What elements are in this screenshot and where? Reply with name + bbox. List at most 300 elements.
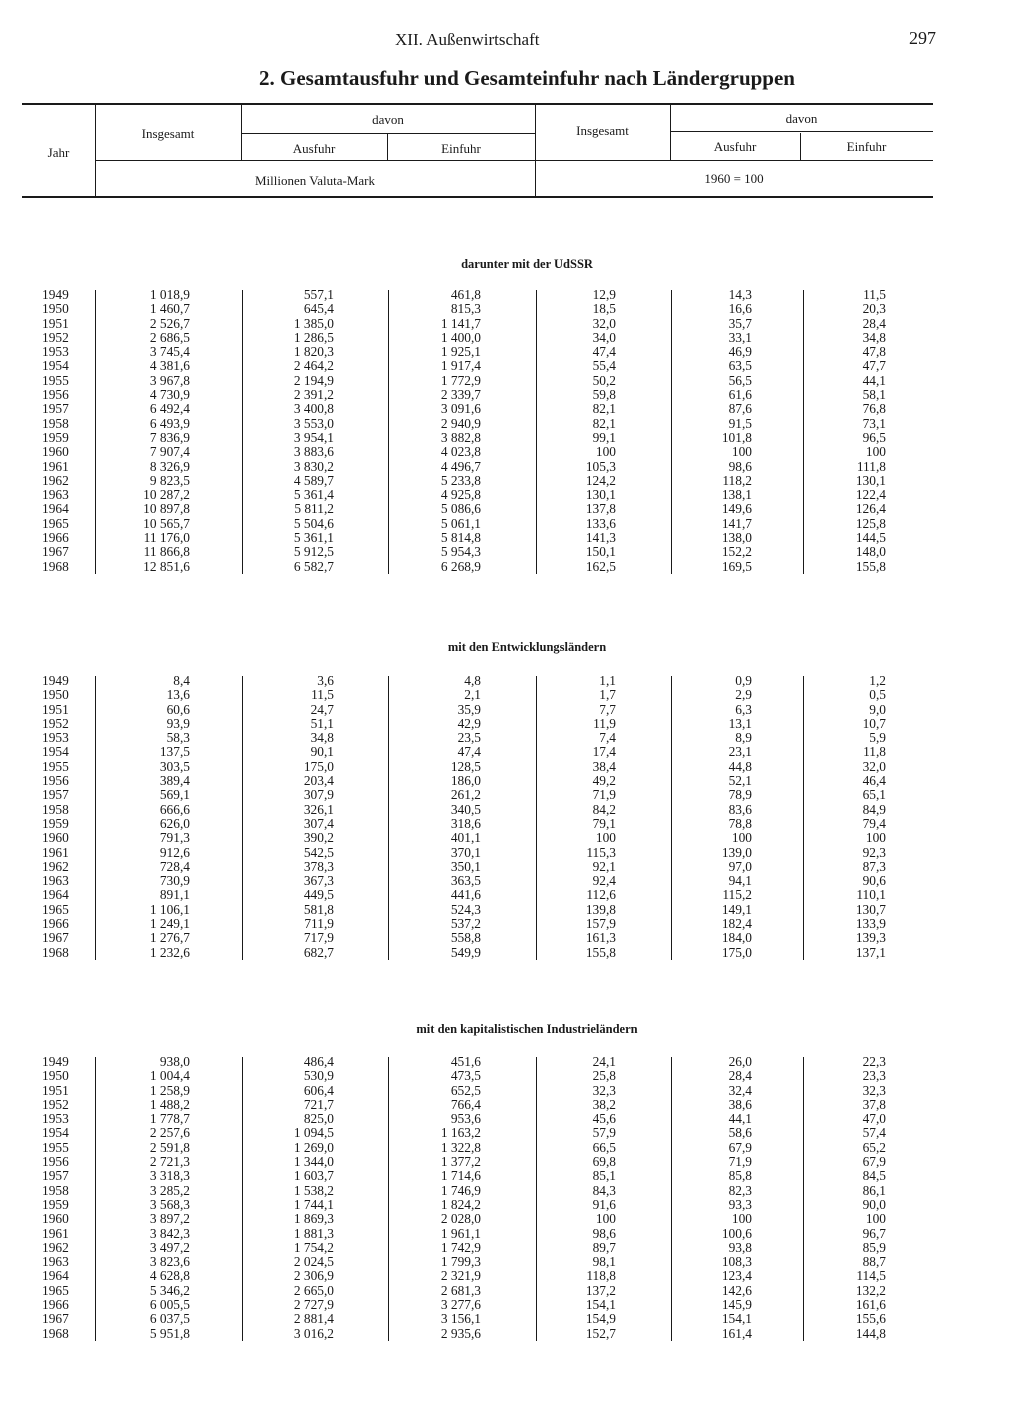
import-index: 133,9 [855, 916, 886, 932]
import-valuta-mark: 1 824,2 [440, 1196, 481, 1212]
section-title-capitalist: mit den kapitalistischen Industrieländern [416, 1022, 638, 1036]
total-valuta-mark: 9 823,5 [149, 472, 190, 488]
table-row [0, 1155, 1024, 1169]
total-index: 69,8 [592, 1154, 616, 1170]
row-year: 1960 [42, 1211, 69, 1227]
row-year: 1965 [42, 901, 69, 917]
row-year: 1952 [42, 329, 69, 345]
total-index: 100 [595, 1211, 616, 1227]
column-divider [671, 676, 672, 960]
total-valuta-mark: 389,4 [159, 773, 190, 789]
export-index: 118,2 [722, 472, 752, 488]
total-index: 89,7 [592, 1239, 616, 1255]
total-valuta-mark: 912,6 [159, 844, 190, 860]
total-valuta-mark: 4 628,8 [149, 1268, 190, 1284]
total-index: 98,1 [592, 1254, 616, 1270]
export-valuta-mark: 3,6 [317, 673, 334, 688]
import-valuta-mark: 4,8 [464, 673, 481, 688]
export-valuta-mark: 2 464,2 [293, 358, 334, 374]
import-index: 47,0 [862, 1111, 886, 1127]
export-valuta-mark: 3 553,0 [293, 415, 334, 431]
total-index: 130,1 [585, 487, 616, 503]
total-index: 100 [595, 830, 616, 846]
column-divider [388, 676, 389, 960]
total-valuta-mark: 3 897,2 [149, 1211, 190, 1227]
column-divider [803, 676, 804, 960]
import-index: 155,6 [855, 1311, 886, 1327]
total-valuta-mark: 6 005,5 [149, 1297, 190, 1313]
total-valuta-mark: 5 951,8 [149, 1325, 190, 1341]
import-index: 161,6 [855, 1297, 886, 1313]
table-row [0, 531, 1024, 545]
import-index: 58,1 [862, 387, 886, 403]
table-row [0, 760, 1024, 774]
export-index: 83,6 [728, 801, 752, 817]
export-index: 175,0 [721, 944, 752, 960]
export-index: 87,6 [728, 401, 752, 417]
export-valuta-mark: 5 912,5 [293, 544, 334, 560]
export-valuta-mark: 1 820,3 [293, 344, 334, 360]
total-valuta-mark: 1 004,4 [149, 1068, 190, 1084]
import-index: 46,4 [862, 773, 886, 789]
row-year: 1968 [42, 558, 69, 574]
import-index: 10,7 [862, 715, 886, 731]
table-row [0, 1198, 1024, 1212]
total-valuta-mark: 1 106,1 [149, 901, 190, 917]
table-row [0, 502, 1024, 516]
import-valuta-mark: 3 882,8 [440, 429, 481, 445]
export-index: 138,0 [721, 530, 752, 546]
import-valuta-mark: 6 268,9 [440, 558, 481, 574]
column-divider [388, 290, 389, 574]
import-valuta-mark: 558,8 [450, 930, 481, 946]
import-index: 79,4 [862, 815, 886, 831]
export-valuta-mark: 5 361,1 [293, 530, 334, 546]
export-valuta-mark: 2 727,9 [293, 1297, 334, 1313]
row-year: 1957 [42, 1168, 69, 1184]
import-valuta-mark: 1 925,1 [440, 344, 481, 360]
export-valuta-mark: 90,1 [310, 744, 334, 760]
import-index: 148,0 [855, 544, 886, 560]
row-year: 1964 [42, 501, 69, 517]
row-year: 1960 [42, 830, 69, 846]
row-year: 1967 [42, 1311, 69, 1327]
column-divider [242, 1057, 243, 1341]
import-valuta-mark: 2 028,0 [440, 1211, 481, 1227]
import-valuta-mark: 363,5 [450, 873, 481, 889]
row-year: 1953 [42, 1111, 69, 1127]
row-year: 1966 [42, 530, 69, 546]
table-row [0, 1141, 1024, 1155]
row-year: 1959 [42, 429, 69, 445]
row-year: 1955 [42, 758, 69, 774]
export-valuta-mark: 307,4 [303, 815, 334, 831]
total-valuta-mark: 3 497,2 [149, 1239, 190, 1255]
total-valuta-mark: 7 907,4 [149, 444, 190, 460]
import-index: 155,8 [855, 558, 886, 574]
import-valuta-mark: 3 277,6 [440, 1297, 481, 1313]
table-row [0, 846, 1024, 860]
row-year: 1955 [42, 1139, 69, 1155]
header-top-rule [22, 103, 933, 105]
total-valuta-mark: 3 745,4 [149, 344, 190, 360]
import-valuta-mark: 5 233,8 [440, 472, 481, 488]
table-row [0, 731, 1024, 745]
total-index: 17,4 [592, 744, 616, 760]
table-row [0, 1312, 1024, 1326]
table-row [0, 674, 1024, 688]
row-year: 1968 [42, 944, 69, 960]
export-valuta-mark: 1 385,0 [293, 315, 334, 331]
total-valuta-mark: 10 287,2 [143, 487, 190, 503]
total-index: 49,2 [592, 773, 616, 789]
export-index: 182,4 [721, 916, 752, 932]
column-divider [536, 1057, 537, 1341]
export-index: 71,9 [728, 1154, 752, 1170]
row-year: 1950 [42, 1068, 69, 1084]
total-index: 1,7 [599, 687, 616, 703]
table-row [0, 1241, 1024, 1255]
export-valuta-mark: 825,0 [303, 1111, 334, 1127]
import-index: 92,3 [862, 844, 886, 860]
total-index: 137,8 [585, 501, 616, 517]
export-valuta-mark: 1 094,5 [293, 1125, 334, 1141]
total-valuta-mark: 1 249,1 [149, 916, 190, 932]
import-valuta-mark: 2 321,9 [440, 1268, 481, 1284]
export-valuta-mark: 3 883,6 [293, 444, 334, 460]
column-divider [803, 1057, 804, 1341]
row-year: 1967 [42, 544, 69, 560]
export-valuta-mark: 2 194,9 [293, 372, 334, 388]
chapter-heading: XII. Außenwirtschaft [395, 30, 540, 49]
total-index: 47,4 [592, 344, 616, 360]
row-year: 1958 [42, 1182, 69, 1198]
export-valuta-mark: 1 869,3 [293, 1211, 334, 1227]
import-index: 90,6 [862, 873, 886, 889]
total-valuta-mark: 8,4 [173, 673, 190, 688]
export-valuta-mark: 717,9 [303, 930, 334, 946]
table-row [0, 1227, 1024, 1241]
import-valuta-mark: 2 940,9 [440, 415, 481, 431]
import-index: 86,1 [862, 1182, 886, 1198]
table-row [0, 1084, 1024, 1098]
total-valuta-mark: 2 686,5 [149, 329, 190, 345]
table-row [0, 874, 1024, 888]
table-row [0, 431, 1024, 445]
table-row [0, 1069, 1024, 1083]
table-row [0, 331, 1024, 345]
export-valuta-mark: 175,0 [303, 758, 334, 774]
import-valuta-mark: 815,3 [450, 301, 481, 317]
import-valuta-mark: 1 799,3 [440, 1254, 481, 1270]
export-index: 0,9 [735, 673, 752, 688]
data-rows [0, 1055, 1024, 1341]
export-valuta-mark: 6 582,7 [293, 558, 334, 574]
export-valuta-mark: 3 400,8 [293, 401, 334, 417]
table-row [0, 474, 1024, 488]
import-valuta-mark: 42,9 [457, 715, 481, 731]
total-index: 157,9 [585, 916, 616, 932]
export-index: 8,9 [735, 730, 752, 746]
total-valuta-mark: 626,0 [159, 815, 190, 831]
total-index: 162,5 [585, 558, 616, 574]
column-divider [536, 676, 537, 960]
total-valuta-mark: 12 851,6 [143, 558, 190, 574]
import-index: 125,8 [855, 515, 886, 531]
total-valuta-mark: 3 318,3 [149, 1168, 190, 1184]
import-valuta-mark: 652,5 [450, 1082, 481, 1098]
import-index: 67,9 [862, 1154, 886, 1170]
import-valuta-mark: 1 163,2 [440, 1125, 481, 1141]
total-valuta-mark: 8 326,9 [149, 458, 190, 474]
import-index: 85,9 [862, 1239, 886, 1255]
total-index: 1,1 [599, 673, 616, 688]
import-index: 47,7 [862, 358, 886, 374]
export-valuta-mark: 1 754,2 [293, 1239, 334, 1255]
table-row [0, 788, 1024, 802]
total-index: 12,9 [592, 287, 616, 302]
table-row [0, 1298, 1024, 1312]
export-valuta-mark: 11,5 [311, 687, 334, 703]
total-index: 91,6 [592, 1196, 616, 1212]
import-valuta-mark: 23,5 [457, 730, 481, 746]
import-valuta-mark: 1 322,8 [440, 1139, 481, 1155]
export-index: 46,9 [728, 344, 752, 360]
export-valuta-mark: 2 024,5 [293, 1254, 334, 1270]
import-valuta-mark: 953,6 [450, 1111, 481, 1127]
total-valuta-mark: 666,6 [159, 801, 190, 817]
table-row [0, 831, 1024, 845]
table-row [0, 1126, 1024, 1140]
total-index: 152,7 [585, 1325, 616, 1341]
table-row [0, 302, 1024, 316]
total-index: 84,2 [592, 801, 616, 817]
total-index: 82,1 [592, 415, 616, 431]
column-divider [242, 290, 243, 574]
total-valuta-mark: 3 285,2 [149, 1182, 190, 1198]
column-divider [95, 676, 96, 960]
header-bottom-rule [22, 196, 933, 198]
import-index: 28,4 [862, 315, 886, 331]
table-row [0, 717, 1024, 731]
export-valuta-mark: 5 361,4 [293, 487, 334, 503]
total-index: 139,8 [585, 901, 616, 917]
davon-rule-left [241, 133, 535, 134]
import-index: 5,9 [869, 730, 886, 746]
header-einfuhr-left: Einfuhr [441, 141, 481, 156]
column-divider [536, 290, 537, 574]
import-index: 57,4 [862, 1125, 886, 1141]
export-valuta-mark: 2 391,2 [293, 387, 334, 403]
row-year: 1952 [42, 1096, 69, 1112]
export-valuta-mark: 326,1 [303, 801, 334, 817]
export-valuta-mark: 682,7 [303, 944, 334, 960]
export-index: 93,8 [728, 1239, 752, 1255]
export-valuta-mark: 449,5 [303, 887, 334, 903]
export-valuta-mark: 3 954,1 [293, 429, 334, 445]
total-index: 38,4 [592, 758, 616, 774]
export-index: 141,7 [721, 515, 752, 531]
import-valuta-mark: 350,1 [450, 858, 481, 874]
total-valuta-mark: 1 258,9 [149, 1082, 190, 1098]
total-valuta-mark: 4 381,6 [149, 358, 190, 374]
import-index: 96,7 [862, 1225, 886, 1241]
export-valuta-mark: 4 589,7 [293, 472, 334, 488]
table-row [0, 703, 1024, 717]
table-row [0, 560, 1024, 574]
import-valuta-mark: 340,5 [450, 801, 481, 817]
export-index: 26,0 [728, 1054, 752, 1069]
total-valuta-mark: 2 257,6 [149, 1125, 190, 1141]
total-index: 141,3 [585, 530, 616, 546]
column-divider [95, 1057, 96, 1341]
total-index: 105,3 [585, 458, 616, 474]
row-year: 1959 [42, 815, 69, 831]
row-year: 1963 [42, 1254, 69, 1270]
total-valuta-mark: 1 488,2 [149, 1096, 190, 1112]
import-valuta-mark: 4 496,7 [440, 458, 481, 474]
total-index: 50,2 [592, 372, 616, 388]
row-year: 1951 [42, 701, 69, 717]
total-index: 45,6 [592, 1111, 616, 1127]
import-valuta-mark: 549,9 [450, 944, 481, 960]
total-index: 100 [595, 444, 616, 460]
export-index: 2,9 [735, 687, 752, 703]
import-index: 144,8 [855, 1325, 886, 1341]
total-valuta-mark: 1 276,7 [149, 930, 190, 946]
import-valuta-mark: 1 772,9 [440, 372, 481, 388]
total-valuta-mark: 4 730,9 [149, 387, 190, 403]
total-index: 112,6 [586, 887, 616, 903]
table-row [0, 946, 1024, 960]
table-row [0, 1269, 1024, 1283]
row-year: 1955 [42, 372, 69, 388]
table-row [0, 488, 1024, 502]
export-valuta-mark: 3 016,2 [293, 1325, 334, 1341]
import-valuta-mark: 2,1 [464, 687, 481, 703]
total-index: 154,9 [585, 1311, 616, 1327]
import-valuta-mark: 524,3 [450, 901, 481, 917]
row-year: 1959 [42, 1196, 69, 1212]
import-index: 130,7 [855, 901, 886, 917]
row-year: 1950 [42, 687, 69, 703]
export-valuta-mark: 721,7 [303, 1096, 334, 1112]
table-row [0, 417, 1024, 431]
export-index: 32,4 [728, 1082, 752, 1098]
import-valuta-mark: 451,6 [450, 1054, 481, 1069]
total-index: 161,3 [585, 930, 616, 946]
row-year: 1949 [42, 287, 69, 302]
export-index: 52,1 [728, 773, 752, 789]
row-year: 1954 [42, 358, 69, 374]
total-index: 150,1 [585, 544, 616, 560]
import-index: 130,1 [855, 472, 886, 488]
total-index: 124,2 [585, 472, 616, 488]
import-index: 76,8 [862, 401, 886, 417]
column-divider [242, 676, 243, 960]
export-valuta-mark: 5 811,2 [294, 501, 334, 517]
import-index: 65,2 [862, 1139, 886, 1155]
header-jahr: Jahr [47, 145, 70, 160]
export-valuta-mark: 34,8 [310, 730, 334, 746]
header-davon-right: davon [785, 111, 818, 126]
total-valuta-mark: 7 836,9 [149, 429, 190, 445]
import-index: 65,1 [862, 787, 886, 803]
import-valuta-mark: 473,5 [450, 1068, 481, 1084]
export-index: 184,0 [721, 930, 752, 946]
import-index: 20,3 [862, 301, 886, 317]
column-divider [671, 1057, 672, 1341]
export-index: 85,8 [728, 1168, 752, 1184]
table-row [0, 402, 1024, 416]
row-year: 1958 [42, 801, 69, 817]
total-valuta-mark: 2 526,7 [149, 315, 190, 331]
total-valuta-mark: 13,6 [166, 687, 190, 703]
import-index: 122,4 [855, 487, 886, 503]
row-year: 1956 [42, 387, 69, 403]
export-index: 78,8 [728, 815, 752, 831]
total-valuta-mark: 10 897,8 [143, 501, 190, 517]
row-year: 1949 [42, 673, 69, 688]
export-index: 139,0 [721, 844, 752, 860]
import-valuta-mark: 47,4 [457, 744, 481, 760]
row-year: 1962 [42, 858, 69, 874]
total-index: 133,6 [585, 515, 616, 531]
table-row [0, 860, 1024, 874]
unit-rule [95, 160, 933, 161]
export-index: 149,6 [721, 501, 752, 517]
total-index: 154,1 [585, 1297, 616, 1313]
total-valuta-mark: 891,1 [159, 887, 190, 903]
import-index: 111,8 [856, 458, 886, 474]
column-divider [95, 290, 96, 574]
export-valuta-mark: 1 286,5 [293, 329, 334, 345]
table-row [0, 888, 1024, 902]
total-index: 71,9 [592, 787, 616, 803]
import-valuta-mark: 318,6 [450, 815, 481, 831]
row-year: 1961 [42, 1225, 69, 1241]
import-valuta-mark: 1 742,9 [440, 1239, 481, 1255]
import-valuta-mark: 1 746,9 [440, 1182, 481, 1198]
export-index: 82,3 [728, 1182, 752, 1198]
import-index: 34,8 [862, 329, 886, 345]
table-row [0, 1112, 1024, 1126]
total-valuta-mark: 3 842,3 [149, 1225, 190, 1241]
import-valuta-mark: 1 377,2 [440, 1154, 481, 1170]
table-row [0, 1098, 1024, 1112]
row-year: 1963 [42, 487, 69, 503]
total-valuta-mark: 2 591,8 [149, 1139, 190, 1155]
row-year: 1960 [42, 444, 69, 460]
page-number: 297 [909, 28, 936, 48]
import-index: 126,4 [855, 501, 886, 517]
import-index: 96,5 [862, 429, 886, 445]
total-valuta-mark: 1 460,7 [149, 301, 190, 317]
export-index: 142,6 [721, 1282, 752, 1298]
import-valuta-mark: 5 954,3 [440, 544, 481, 560]
row-year: 1962 [42, 472, 69, 488]
export-index: 6,3 [735, 701, 752, 717]
header-insgesamt-left: Insgesamt [141, 126, 195, 141]
export-valuta-mark: 51,1 [310, 715, 334, 731]
total-index: 99,1 [592, 429, 616, 445]
total-valuta-mark: 10 565,7 [143, 515, 190, 531]
total-valuta-mark: 6 037,5 [149, 1311, 190, 1327]
row-year: 1968 [42, 1325, 69, 1341]
export-valuta-mark: 1 344,0 [293, 1154, 334, 1170]
row-year: 1964 [42, 1268, 69, 1284]
export-index: 100,6 [721, 1225, 752, 1241]
